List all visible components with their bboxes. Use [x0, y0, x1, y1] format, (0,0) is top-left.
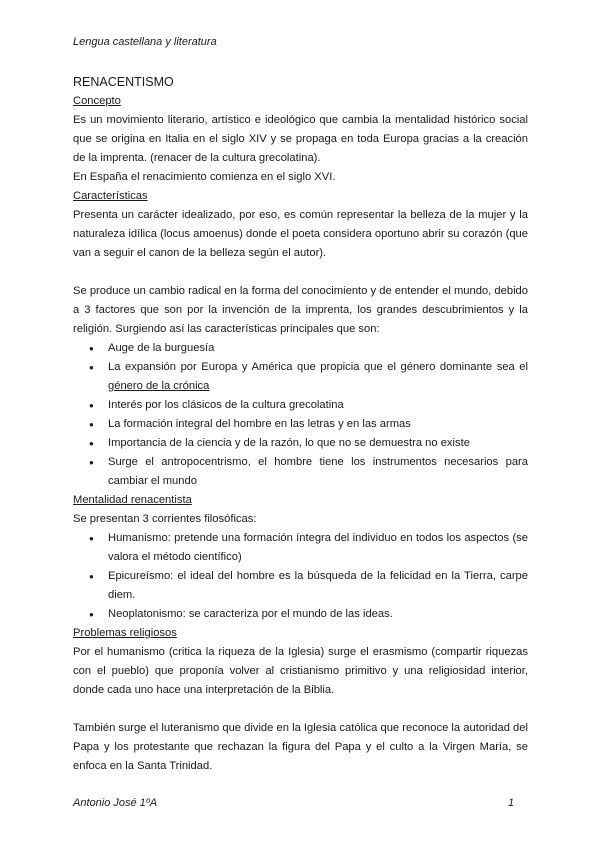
- section-heading-caracteristicas: Características: [73, 190, 148, 202]
- paragraph: Presenta un carácter idealizado, por eso, es común representar la belleza de la mujer y la naturaleza idílica (locus amoenus) donde el poeta considera oportuno abrir su corazón (que van a seguir el canon de la belleza según el autor).: [73, 209, 528, 259]
- section-heading-problemas: Problemas religiosos: [73, 627, 177, 639]
- underlined-text: género de la crónica: [108, 380, 210, 392]
- paragraph: Se presentan 3 corrientes filosóficas:: [73, 513, 257, 525]
- list-item: ● La formación integral del hombre en las letras y en las armas: [73, 415, 528, 434]
- paragraph: También surge el luteranismo que divide en la Iglesia católica que reconoce la autoridad del Papa y los protestante que rechazan la figura del Papa y el culto a la Virgen María, se enfoca en la Santa Trinidad.: [73, 722, 528, 772]
- list-item: ● Epicureísmo: el ideal del hombre es la búsqueda de la felicidad en la Tierra, carpe diem.: [73, 567, 528, 605]
- paragraph: Es un movimiento literario, artístico e ideológico que cambia la mentalidad histórico social que se origina en Italia en el siglo XIV y se propaga en toda Europa gracias a la creación de la imprenta. (renacer de la cultura grecolatina).: [73, 114, 528, 164]
- list-item: ● Humanismo: pretende una formación íntegra del individuo en todos los aspectos (se valora el método científico): [73, 529, 528, 567]
- paragraph: Se produce un cambio radical en la forma del conocimiento y de entender el mundo, debido a 3 factores que son por la invención de la imprenta, los grandes descubrimientos y la religión. Surgiendo así las características principales que son:: [73, 285, 528, 335]
- document-title: RENACENTISMO: [73, 75, 174, 89]
- list-item: ● Surge el antropocentrismo, el hombre tiene los instrumentos necesarios para cambiar el mundo: [73, 453, 528, 491]
- paragraph: En España el renacimiento comienza en el siglo XVI.: [73, 171, 336, 183]
- section-heading-mentalidad: Mentalidad renacentista: [73, 494, 192, 506]
- list-item: ● Auge de la burguesía: [73, 339, 528, 358]
- characteristics-list: [73, 339, 528, 491]
- list-item: ● Neoplatonismo: se caracteriza por el mundo de las ideas.: [73, 605, 528, 624]
- list-item: ● La expansión por Europa y América que propicia que el género dominante sea el género de la crónica: [73, 358, 528, 396]
- footer-author: Antonio José 1ºA: [73, 797, 158, 809]
- paragraph: Por el humanismo (critica la riqueza de la Iglesia) surge el erasmismo (compartir riquezas con el pueblo) que proponía volver al cristianismo primitivo y una religiosidad interior, donde cada uno hace una interpretación de la Biblia.: [73, 646, 528, 696]
- page-number: 1: [508, 797, 515, 809]
- philosophies-list: [73, 529, 528, 624]
- document-body: [73, 70, 528, 776]
- page-header: Lengua castellana y literatura: [73, 36, 217, 48]
- list-item: ● Interés por los clásicos de la cultura grecolatina: [73, 396, 528, 415]
- list-item: ● Importancia de la ciencia y de la razón, lo que no se demuestra no existe: [73, 434, 528, 453]
- section-heading-concepto: Concepto: [73, 95, 121, 107]
